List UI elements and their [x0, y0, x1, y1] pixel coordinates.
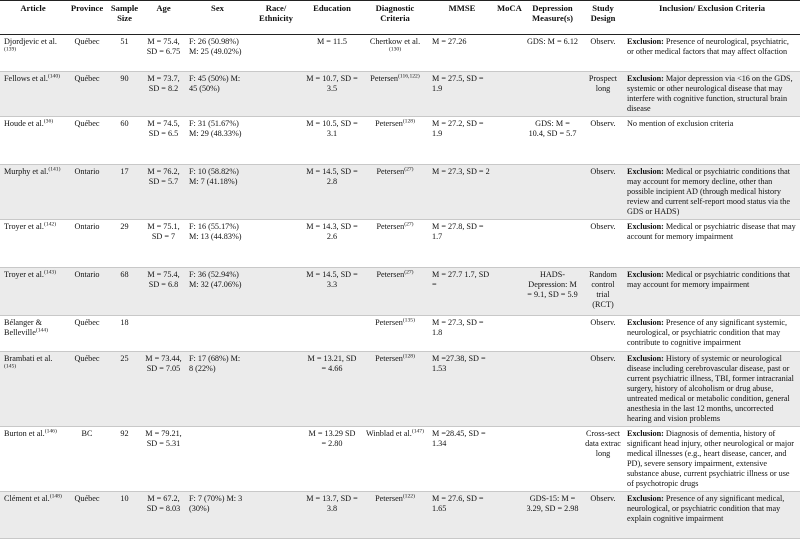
criteria-text: Medical or psychiatric conditions that may account for memory decline, other than possible incipient AD (through medical history review and current self-report mood status via the GDS or HADS)	[627, 167, 791, 216]
table-header	[0, 1, 800, 35]
cell-education	[303, 427, 361, 492]
table-row	[0, 352, 800, 427]
exclusion-label: Exclusion:	[627, 37, 664, 46]
cell-depression	[523, 72, 582, 117]
cell-race	[249, 220, 303, 268]
cell-province	[66, 268, 108, 316]
depression-value: GDS-15: M = 3.29, SD = 2.98	[526, 494, 579, 513]
cell-article	[0, 316, 66, 352]
cell-depression	[523, 117, 582, 165]
education-value: M = 10.7, SD = 3.5	[306, 74, 358, 93]
sex-value: F: 45 (50%) M: 45 (50%)	[189, 74, 241, 93]
cell-education	[303, 316, 361, 352]
cell-race	[249, 492, 303, 539]
cell-mmse	[429, 117, 495, 165]
diagnostic-reference: (147)	[411, 428, 424, 435]
cell-sex	[186, 165, 249, 220]
article-reference: (146)	[44, 428, 57, 435]
cell-sample-size	[108, 268, 141, 316]
province-value: BC	[81, 429, 93, 438]
diagnostic-reference: (27)	[404, 269, 414, 276]
cell-province	[66, 316, 108, 352]
cell-age	[141, 492, 186, 539]
exclusion-label: Exclusion:	[627, 318, 664, 327]
cell-criteria	[624, 352, 800, 427]
cell-education	[303, 165, 361, 220]
diagnostic-reference: (122)	[402, 493, 415, 500]
cell-moca	[495, 492, 523, 539]
mmse-value: M = 27.26	[432, 37, 467, 46]
age-value: M = 75.4, SD = 6.8	[147, 270, 180, 289]
cell-mmse	[429, 72, 495, 117]
diagnostic-reference: (128)	[402, 118, 415, 125]
header-sample-size: Sample Size	[108, 1, 141, 35]
cell-province	[66, 427, 108, 492]
table-row	[0, 72, 800, 117]
exclusion-label: Exclusion:	[627, 222, 664, 231]
cell-sample-size	[108, 35, 141, 72]
sex-value: F: 10 (58.82%) M: 7 (41.18%)	[189, 167, 239, 186]
design-value: Observ.	[590, 37, 616, 46]
article-reference: (141)	[48, 166, 61, 173]
cell-race	[249, 268, 303, 316]
diagnostic-name: Petersen	[370, 74, 399, 83]
cell-mmse	[429, 492, 495, 539]
age-value: M = 73.44, SD = 7.05	[145, 354, 182, 373]
header-province: Province	[66, 1, 108, 35]
diagnostic-reference: (130)	[388, 46, 402, 53]
age-value: M = 67.2, SD = 8.03	[146, 494, 181, 513]
design-value: Observ.	[590, 354, 616, 363]
cell-criteria	[624, 220, 800, 268]
cell-mmse	[429, 165, 495, 220]
cell-depression	[523, 268, 582, 316]
criteria-text: Medical or psychiatric disease that may account for memory impairment	[627, 222, 796, 241]
cell-depression	[523, 427, 582, 492]
cell-province	[66, 72, 108, 117]
cell-moca	[495, 427, 523, 492]
cell-age	[141, 117, 186, 165]
sex-value: F: 7 (70%) M: 3 (30%)	[189, 494, 243, 513]
cell-sex	[186, 492, 249, 539]
province-value: Ontario	[74, 270, 100, 279]
province-value: Québec	[74, 119, 100, 128]
education-value: M = 13.21, SD = 4.66	[307, 354, 357, 373]
design-value: Random control trial (RCT)	[589, 270, 617, 309]
cell-sample-size	[108, 72, 141, 117]
sample-size-value: 29	[120, 222, 129, 231]
cell-education	[303, 352, 361, 427]
cell-design	[582, 117, 624, 165]
province-value: Québec	[74, 37, 100, 46]
article-name: Fellows et al.	[4, 74, 48, 83]
province-value: Québec	[74, 318, 100, 327]
cell-age	[141, 220, 186, 268]
sex-value: F: 31 (51.67%) M: 29 (48.33%)	[189, 119, 242, 138]
design-value: Observ.	[590, 119, 616, 128]
cell-criteria	[624, 35, 800, 72]
table-row	[0, 220, 800, 268]
table-row	[0, 316, 800, 352]
depression-value: HADS-Depression: M = 9.1, SD = 5.9	[527, 270, 578, 299]
cell-sex	[186, 220, 249, 268]
cell-diagnostic	[361, 220, 429, 268]
article-name: Bélanger & Belleville	[4, 318, 42, 337]
sample-size-value: 68	[120, 270, 129, 279]
cell-age	[141, 316, 186, 352]
cell-sample-size	[108, 427, 141, 492]
cell-province	[66, 117, 108, 165]
cell-article	[0, 427, 66, 492]
diagnostic-name: Chertkow et al.	[369, 37, 421, 46]
criteria-text: No mention of exclusion criteria	[627, 119, 734, 128]
cell-age	[141, 268, 186, 316]
header-article: Article	[0, 1, 66, 35]
article-reference: (139)	[4, 46, 17, 53]
diagnostic-name: Petersen	[376, 270, 405, 279]
sex-value: F: 26 (50.98%) M: 25 (49.02%)	[189, 37, 242, 56]
cell-moca	[495, 165, 523, 220]
education-value: M = 14.5, SD = 2.8	[306, 167, 358, 186]
cell-age	[141, 165, 186, 220]
cell-criteria	[624, 72, 800, 117]
diagnostic-reference: (128)	[402, 353, 415, 360]
cell-diagnostic	[361, 268, 429, 316]
header-diagnostic: Diagnostic Criteria	[361, 1, 429, 35]
cell-depression	[523, 352, 582, 427]
diagnostic-name: Petersen	[375, 318, 403, 327]
cell-mmse	[429, 316, 495, 352]
cell-sex	[186, 352, 249, 427]
header-race: Race/ Ethnicity	[249, 1, 303, 35]
sex-value: F: 36 (52.94%) M: 32 (47.06%)	[189, 270, 242, 289]
header-sex: Sex	[186, 1, 249, 35]
diagnostic-name: Petersen	[375, 354, 403, 363]
cell-depression	[523, 220, 582, 268]
age-value: M = 73.7, SD = 8.2	[147, 74, 180, 93]
table-row	[0, 165, 800, 220]
article-reference: (36)	[43, 118, 54, 125]
cell-race	[249, 352, 303, 427]
cell-depression	[523, 492, 582, 539]
mmse-value: M = 27.8, SD = 1.7	[432, 222, 484, 241]
cell-criteria	[624, 492, 800, 539]
cell-article	[0, 268, 66, 316]
cell-sample-size	[108, 220, 141, 268]
education-value: M = 13.7, SD = 3.8	[306, 494, 358, 513]
article-name: Troyer et al.	[4, 270, 44, 279]
criteria-text: History of systemic or neurological disease including cerebrovascular disease, past or current psychiatric illness, TBI, former intracranial surgery, history of alcoholism or drug abuse, untreated medical or metabolic condition, general anesthesia in the last 12 months, uncorrected hearing and vision problems	[627, 354, 794, 423]
sample-size-value: 90	[120, 74, 129, 83]
article-reference: (143)	[43, 269, 57, 276]
header-moca: MoCA	[495, 1, 523, 35]
cell-race	[249, 35, 303, 72]
province-value: Québec	[74, 494, 100, 503]
cell-sample-size	[108, 316, 141, 352]
cell-criteria	[624, 117, 800, 165]
cell-sex	[186, 427, 249, 492]
cell-province	[66, 220, 108, 268]
criteria-text: Major depression via <16 on the GDS, systemic or other neurological disease that may interfere with cognitive function, structural brain disease	[627, 74, 793, 113]
cell-mmse	[429, 352, 495, 427]
cell-race	[249, 427, 303, 492]
table-row	[0, 492, 800, 539]
cell-sex	[186, 316, 249, 352]
exclusion-label: Exclusion:	[627, 270, 664, 279]
cell-moca	[495, 117, 523, 165]
mmse-value: M = 27.3, SD = 1.8	[432, 318, 484, 337]
cell-diagnostic	[361, 117, 429, 165]
article-reference: (145)	[4, 363, 17, 370]
education-value: M = 10.5, SD = 3.1	[306, 119, 358, 138]
diagnostic-reference: (116,122)	[398, 73, 420, 80]
table-row	[0, 117, 800, 165]
cell-moca	[495, 268, 523, 316]
header-education: Education	[303, 1, 361, 35]
province-value: Ontario	[74, 222, 100, 231]
province-value: Ontario	[74, 167, 100, 176]
diagnostic-reference: (135)	[402, 317, 415, 324]
sex-value: F: 16 (55.17%) M: 13 (44.83%)	[189, 222, 242, 241]
cell-sample-size	[108, 117, 141, 165]
article-name: Troyer et al.	[4, 222, 44, 231]
sample-size-value: 60	[120, 119, 129, 128]
age-value: M = 76.2, SD = 5.7	[147, 167, 180, 186]
header-depression: Depression Measure(s)	[523, 1, 582, 35]
cell-sample-size	[108, 165, 141, 220]
cell-design	[582, 352, 624, 427]
cell-age	[141, 35, 186, 72]
cell-design	[582, 492, 624, 539]
criteria-text: Medical or psychiatric conditions that may account for memory impairment	[627, 270, 791, 289]
table-row	[0, 35, 800, 72]
table-row	[0, 427, 800, 492]
diagnostic-name: Petersen	[375, 494, 403, 503]
cell-diagnostic	[361, 352, 429, 427]
cell-sex	[186, 268, 249, 316]
cell-diagnostic	[361, 492, 429, 539]
education-value: M = 13.29 SD = 2.80	[308, 429, 356, 448]
mmse-value: M = 27.5, SD = 1.9	[432, 74, 484, 93]
article-reference: (144)	[35, 327, 48, 334]
header-criteria: Inclusion/ Exclusion Criteria	[624, 1, 800, 35]
sex-value: F: 17 (68%) M: 8 (22%)	[189, 354, 241, 373]
cell-article	[0, 72, 66, 117]
article-name: Murphy et al.	[4, 167, 49, 176]
diagnostic-name: Petersen	[376, 167, 405, 176]
cell-moca	[495, 220, 523, 268]
cell-diagnostic	[361, 316, 429, 352]
diagnostic-reference: (27)	[404, 221, 414, 228]
cell-province	[66, 35, 108, 72]
article-name: Brambati et al.	[4, 354, 53, 363]
sample-size-value: 92	[120, 429, 129, 438]
cell-education	[303, 220, 361, 268]
sample-size-value: 25	[120, 354, 129, 363]
table-row	[0, 268, 800, 316]
cell-province	[66, 492, 108, 539]
cell-moca	[495, 72, 523, 117]
cell-article	[0, 117, 66, 165]
cell-province	[66, 165, 108, 220]
cell-race	[249, 72, 303, 117]
cell-diagnostic	[361, 72, 429, 117]
cell-mmse	[429, 35, 495, 72]
cell-criteria	[624, 165, 800, 220]
education-value: M = 14.5, SD = 3.3	[306, 270, 358, 289]
header-age: Age	[141, 1, 186, 35]
cell-sex	[186, 72, 249, 117]
cell-criteria	[624, 268, 800, 316]
cell-sex	[186, 117, 249, 165]
cell-article	[0, 165, 66, 220]
header-design: Study Design	[582, 1, 624, 35]
mmse-value: M =27.38, SD = 1.53	[432, 354, 486, 373]
cell-design	[582, 427, 624, 492]
education-value: M = 11.5	[316, 37, 347, 46]
cell-education	[303, 35, 361, 72]
cell-education	[303, 492, 361, 539]
table-body	[0, 35, 800, 539]
cell-depression	[523, 316, 582, 352]
sample-size-value: 10	[120, 494, 129, 503]
exclusion-label: Exclusion:	[627, 429, 664, 438]
age-value: M = 79.21, SD = 5.31	[145, 429, 182, 448]
cell-depression	[523, 35, 582, 72]
criteria-text: Presence of any significant systemic, neurological, or psychiatric condition that may contribute to cognitive impairment	[627, 318, 788, 347]
article-name: Clément et al.	[4, 494, 50, 503]
cell-design	[582, 72, 624, 117]
cell-article	[0, 35, 66, 72]
cell-design	[582, 220, 624, 268]
cell-article	[0, 352, 66, 427]
sample-size-value: 51	[120, 37, 129, 46]
criteria-text: Presence of any significant medical, neurological, or psychiatric condition that may explain cognitive impairment	[627, 494, 785, 523]
mmse-value: M = 27.6, SD = 1.65	[432, 494, 484, 513]
cell-mmse	[429, 220, 495, 268]
cell-moca	[495, 316, 523, 352]
diagnostic-reference: (27)	[404, 166, 414, 173]
cell-race	[249, 316, 303, 352]
cell-mmse	[429, 427, 495, 492]
cell-diagnostic	[361, 165, 429, 220]
cell-criteria	[624, 316, 800, 352]
cell-design	[582, 316, 624, 352]
education-value: M = 14.3, SD = 2.6	[306, 222, 358, 241]
cell-design	[582, 35, 624, 72]
exclusion-label: Exclusion:	[627, 354, 664, 363]
design-value: Observ.	[590, 167, 616, 176]
diagnostic-name: Winblad et al.	[366, 429, 412, 438]
cell-diagnostic	[361, 35, 429, 72]
depression-value: GDS: M = 6.12	[526, 37, 579, 46]
cell-age	[141, 352, 186, 427]
design-value: Observ.	[590, 222, 616, 231]
age-value: M = 75.1, SD = 7	[147, 222, 180, 241]
article-reference: (148)	[49, 493, 62, 500]
cell-article	[0, 492, 66, 539]
age-value: M = 74.5, SD = 6.5	[147, 119, 180, 138]
cell-design	[582, 268, 624, 316]
criteria-text: Presence of neurological, psychiatric, or other medical factors that may affect olfaction	[627, 37, 789, 56]
cell-sample-size	[108, 352, 141, 427]
article-name: Houde et al.	[4, 119, 44, 128]
diagnostic-name: Petersen	[375, 119, 403, 128]
article-name: Burton et al.	[4, 429, 45, 438]
article-reference: (142)	[43, 221, 57, 228]
cell-diagnostic	[361, 427, 429, 492]
cell-sample-size	[108, 492, 141, 539]
design-value: Prospect long	[588, 74, 618, 93]
article-reference: (140)	[47, 73, 61, 80]
age-value: M = 75.4, SD = 6.75	[146, 37, 181, 56]
design-value: Observ.	[590, 318, 616, 327]
exclusion-label: Exclusion:	[627, 167, 664, 176]
mmse-value: M = 27.7 1.7, SD =	[432, 270, 490, 289]
cell-article	[0, 220, 66, 268]
cell-education	[303, 117, 361, 165]
mmse-value: M = 27.2, SD = 1.9	[432, 119, 484, 138]
cell-race	[249, 165, 303, 220]
sample-size-value: 18	[120, 318, 129, 327]
article-name: Djordjevic et al.	[4, 37, 57, 46]
design-value: Observ.	[590, 494, 616, 503]
cell-sex	[186, 35, 249, 72]
criteria-text: Diagnosis of dementia, history of significant head injury, other neurological or major medical illnesses (e.g., heart disease, cancer, and PD), severe sensory impairment, extensive substance abuse, current psychiatric illness or use of psychotropic drugs	[627, 429, 795, 488]
province-value: Québec	[74, 74, 100, 83]
exclusion-label: Exclusion:	[627, 74, 664, 83]
cell-race	[249, 117, 303, 165]
cell-age	[141, 427, 186, 492]
cell-design	[582, 165, 624, 220]
cell-province	[66, 352, 108, 427]
cell-moca	[495, 352, 523, 427]
cell-depression	[523, 165, 582, 220]
depression-value: GDS: M = 10.4, SD = 5.7	[528, 119, 577, 138]
mmse-value: M =28.45, SD = 1.34	[432, 429, 486, 448]
mmse-value: M = 27.3, SD = 2	[432, 167, 490, 176]
design-value: Cross-sect data extrac long	[585, 429, 621, 458]
diagnostic-name: Petersen	[376, 222, 405, 231]
cell-age	[141, 72, 186, 117]
cell-education	[303, 72, 361, 117]
exclusion-label: Exclusion:	[627, 494, 664, 503]
cell-moca	[495, 35, 523, 72]
cell-criteria	[624, 427, 800, 492]
cell-mmse	[429, 268, 495, 316]
header-mmse: MMSE	[429, 1, 495, 35]
province-value: Québec	[74, 354, 100, 363]
sample-size-value: 17	[120, 167, 129, 176]
cell-education	[303, 268, 361, 316]
